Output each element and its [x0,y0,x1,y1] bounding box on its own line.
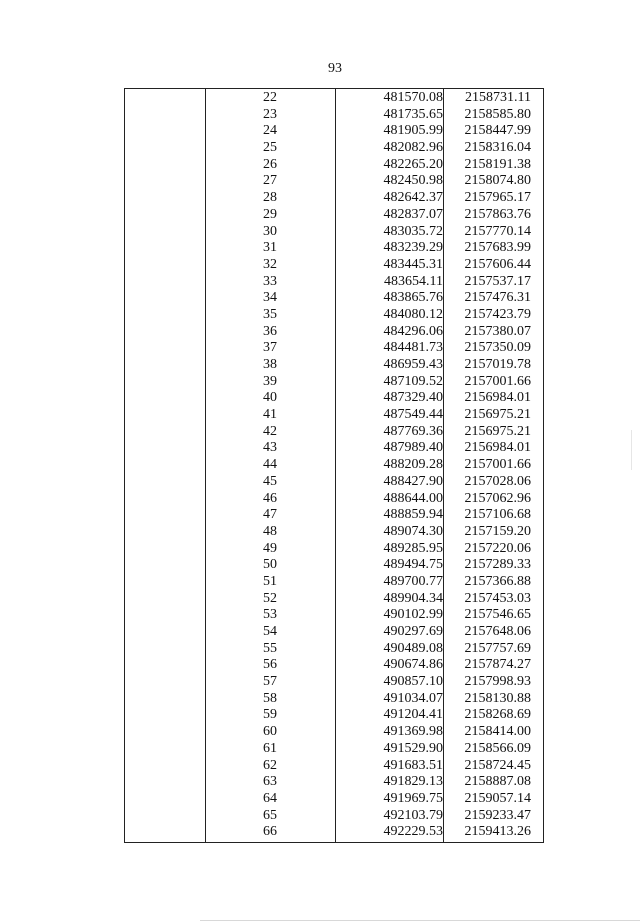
point-number-cell: 65 [263,807,277,823]
x-coordinate-cell: 488859.94 [383,507,443,523]
table-row [125,524,543,541]
table-row [125,657,543,674]
y-coordinate-cell: 2158585.80 [464,106,531,122]
point-number-cell: 48 [263,523,277,539]
table-row [125,507,543,524]
x-coordinate-cell: 481570.08 [383,90,443,105]
table-row [125,357,543,374]
x-coordinate-cell: 488209.28 [383,457,443,473]
table-row [125,90,543,107]
table-row [125,324,543,341]
table-row [125,224,543,241]
point-number-cell: 64 [263,790,277,806]
point-number-cell: 26 [263,156,277,172]
point-number-cell: 49 [263,540,277,556]
table-row [125,791,543,808]
table-row [125,407,543,424]
x-coordinate-cell: 481735.65 [383,106,443,122]
table-row [125,390,543,407]
y-coordinate-cell: 2157028.06 [464,473,531,489]
y-coordinate-cell: 2157546.65 [464,607,531,623]
x-coordinate-cell: 487329.40 [383,390,443,406]
table-row [125,808,543,825]
y-coordinate-cell: 2158191.38 [464,156,531,172]
table-row [125,107,543,124]
point-number-cell: 59 [263,707,277,723]
x-coordinate-cell: 490297.69 [383,624,443,639]
point-number-cell: 40 [263,390,277,406]
point-number-cell: 46 [263,490,277,506]
point-number-cell: 56 [263,657,277,673]
y-coordinate-cell: 2157001.66 [464,457,531,473]
table-row [125,424,543,441]
point-number-cell: 53 [263,607,277,623]
x-coordinate-cell: 491829.13 [383,774,443,790]
point-number-cell: 27 [263,173,277,189]
point-number-cell: 22 [263,90,277,105]
x-coordinate-cell: 483445.31 [383,256,443,272]
y-coordinate-cell: 2157062.96 [464,490,531,506]
point-number-cell: 62 [263,757,277,773]
x-coordinate-cell: 490674.86 [383,657,443,673]
y-coordinate-cell: 2157874.27 [464,657,531,673]
y-coordinate-cell: 2158268.69 [464,707,531,723]
table-row [125,240,543,257]
x-coordinate-cell: 483035.72 [383,223,443,239]
y-coordinate-cell: 2156975.21 [464,407,531,423]
x-coordinate-cell: 489494.75 [383,557,443,573]
y-coordinate-cell: 2157350.09 [464,340,531,356]
y-coordinate-cell: 2157423.79 [464,306,531,322]
point-number-cell: 33 [263,273,277,289]
y-coordinate-cell: 2159413.26 [464,824,531,840]
x-coordinate-cell: 482265.20 [383,156,443,172]
table-row [125,591,543,608]
table-row [125,173,543,190]
point-number-cell: 25 [263,140,277,156]
y-coordinate-cell: 2157965.17 [464,190,531,206]
table-row [125,607,543,624]
point-number-cell: 31 [263,240,277,256]
x-coordinate-cell: 492103.79 [383,807,443,823]
point-number-cell: 57 [263,674,277,690]
point-number-cell: 41 [263,407,277,423]
x-coordinate-cell: 491034.07 [383,690,443,706]
x-coordinate-cell: 482450.98 [383,173,443,189]
x-coordinate-cell: 482837.07 [383,206,443,222]
point-number-cell: 66 [263,824,277,840]
point-number-cell: 42 [263,423,277,439]
y-coordinate-cell: 2157159.20 [464,523,531,539]
y-coordinate-cell: 2157537.17 [464,273,531,289]
point-number-cell: 38 [263,357,277,372]
x-coordinate-cell: 481905.99 [383,123,443,139]
x-coordinate-cell: 489700.77 [383,573,443,589]
x-coordinate-cell: 491204.41 [383,707,443,723]
y-coordinate-cell: 2157001.66 [464,373,531,389]
point-number-cell: 34 [263,290,277,306]
table-row [125,574,543,591]
point-number-cell: 43 [263,440,277,456]
point-number-cell: 55 [263,640,277,656]
table-row [125,691,543,708]
point-number-cell: 58 [263,690,277,706]
x-coordinate-cell: 491369.98 [383,724,443,740]
x-coordinate-cell: 483865.76 [383,290,443,306]
x-coordinate-cell: 490857.10 [383,674,443,690]
scan-artifact [631,430,632,470]
y-coordinate-cell: 2158731.11 [465,90,531,105]
y-coordinate-cell: 2157289.33 [464,557,531,573]
table-row [125,724,543,741]
point-number-cell: 61 [263,740,277,756]
table-row [125,157,543,174]
point-number-cell: 37 [263,340,277,356]
x-coordinate-cell: 492229.53 [383,824,443,840]
x-coordinate-cell: 489285.95 [383,540,443,556]
y-coordinate-cell: 2158566.09 [464,740,531,756]
y-coordinate-cell: 2158130.88 [464,690,531,706]
x-coordinate-cell: 488644.00 [383,490,443,506]
table-row [125,557,543,574]
point-number-cell: 60 [263,724,277,740]
point-number-cell: 23 [263,106,277,122]
y-coordinate-cell: 2157380.07 [464,323,531,339]
table-row [125,207,543,224]
table-row [125,290,543,307]
table-row [125,624,543,641]
point-number-cell: 52 [263,590,277,606]
point-number-cell: 47 [263,507,277,523]
coordinates-table [124,88,544,843]
table-row [125,741,543,758]
table-row [125,457,543,474]
x-coordinate-cell: 487109.52 [383,373,443,389]
table-row [125,824,543,841]
x-coordinate-cell: 489904.34 [383,590,443,606]
table-row [125,491,543,508]
table-row [125,707,543,724]
y-coordinate-cell: 2157453.03 [464,590,531,606]
y-coordinate-cell: 2157476.31 [464,290,531,306]
table-row [125,674,543,691]
y-coordinate-cell: 2157770.14 [464,223,531,239]
point-number-cell: 24 [263,123,277,139]
table-row [125,774,543,791]
x-coordinate-cell: 484481.73 [383,340,443,356]
x-coordinate-cell: 491683.51 [383,757,443,773]
y-coordinate-cell: 2157606.44 [464,256,531,272]
y-coordinate-cell: 2158724.45 [464,757,531,773]
y-coordinate-cell: 2157998.93 [464,674,531,690]
point-number-cell: 45 [263,473,277,489]
point-number-cell: 32 [263,256,277,272]
x-coordinate-cell: 487769.36 [383,423,443,439]
x-coordinate-cell: 487989.40 [383,440,443,456]
page-number: 93 [328,61,342,76]
x-coordinate-cell: 482082.96 [383,140,443,156]
y-coordinate-cell: 2159057.14 [464,790,531,806]
x-coordinate-cell: 491529.90 [383,740,443,756]
point-number-cell: 51 [263,573,277,589]
table-row [125,190,543,207]
x-coordinate-cell: 483654.11 [384,273,443,289]
y-coordinate-cell: 2156984.01 [464,440,531,456]
y-coordinate-cell: 2157106.68 [464,507,531,523]
x-coordinate-cell: 486959.43 [383,357,443,372]
table-row [125,257,543,274]
table-row [125,274,543,291]
table-row [125,541,543,558]
y-coordinate-cell: 2157648.06 [464,624,531,639]
y-coordinate-cell: 2156975.21 [464,423,531,439]
x-coordinate-cell: 484296.06 [383,323,443,339]
point-number-cell: 39 [263,373,277,389]
x-coordinate-cell: 491969.75 [383,790,443,806]
x-coordinate-cell: 489074.30 [383,523,443,539]
point-number-cell: 30 [263,223,277,239]
x-coordinate-cell: 483239.29 [383,240,443,256]
y-coordinate-cell: 2157019.78 [464,357,531,372]
y-coordinate-cell: 2159233.47 [464,807,531,823]
x-coordinate-cell: 490102.99 [383,607,443,623]
point-number-cell: 36 [263,323,277,339]
y-coordinate-cell: 2158887.08 [464,774,531,790]
y-coordinate-cell: 2158447.99 [464,123,531,139]
table-row [125,123,543,140]
y-coordinate-cell: 2157757.69 [464,640,531,656]
table-row [125,440,543,457]
table-body [125,90,543,841]
table-row [125,307,543,324]
table-row [125,758,543,775]
point-number-cell: 28 [263,190,277,206]
y-coordinate-cell: 2158074.80 [464,173,531,189]
point-number-cell: 44 [263,457,277,473]
x-coordinate-cell: 482642.37 [383,190,443,206]
y-coordinate-cell: 2157366.88 [464,573,531,589]
table-row [125,340,543,357]
point-number-cell: 29 [263,206,277,222]
x-coordinate-cell: 488427.90 [383,473,443,489]
y-coordinate-cell: 2158414.00 [464,724,531,740]
y-coordinate-cell: 2157683.99 [464,240,531,256]
point-number-cell: 63 [263,774,277,790]
y-coordinate-cell: 2156984.01 [464,390,531,406]
table-row [125,374,543,391]
y-coordinate-cell: 2157863.76 [464,206,531,222]
point-number-cell: 50 [263,557,277,573]
table-row [125,140,543,157]
y-coordinate-cell: 2158316.04 [464,140,531,156]
x-coordinate-cell: 490489.08 [383,640,443,656]
point-number-cell: 35 [263,306,277,322]
x-coordinate-cell: 487549.44 [383,407,443,423]
y-coordinate-cell: 2157220.06 [464,540,531,556]
table-row [125,641,543,658]
table-row [125,474,543,491]
point-number-cell: 54 [263,624,277,639]
x-coordinate-cell: 484080.12 [383,306,443,322]
